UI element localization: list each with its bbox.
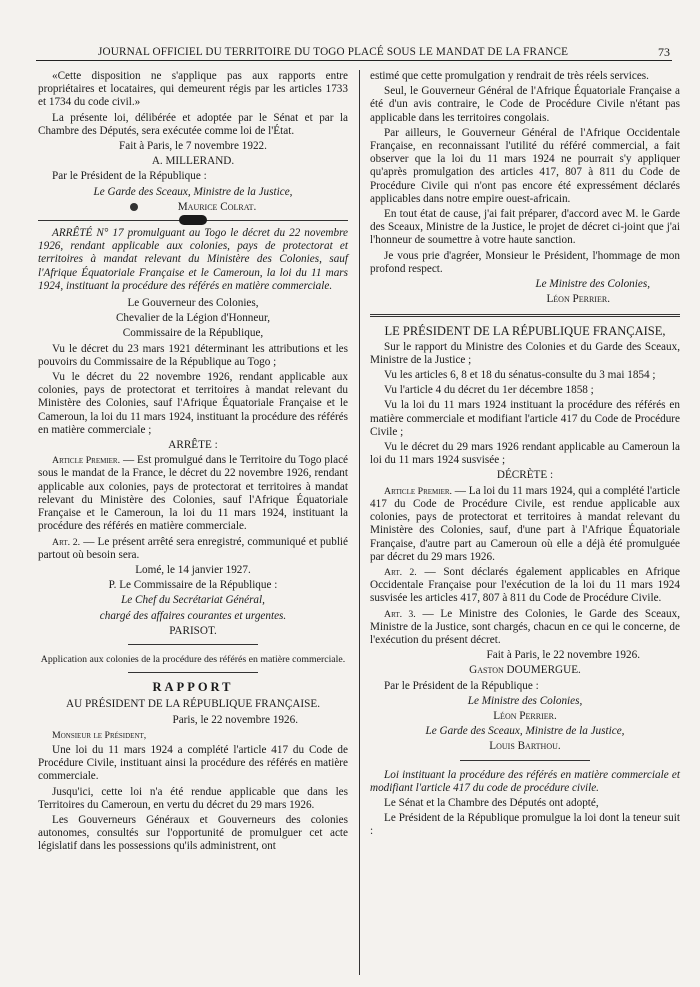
paragraph: Les Gouverneurs Généraux et Gouverneurs des colonies autonomes, consultés sur l'opportunité de promulguer cet acte législatif dans les possessions qu'ils administrent, ont: [38, 813, 348, 853]
divider: [128, 672, 258, 673]
signature-name: Maurice Colrat.: [38, 201, 348, 214]
signature-name: Léon Perrier.: [493, 709, 557, 722]
paragraph: Vu l'article 4 du décret du 1er décembre 1858 ;: [384, 384, 594, 397]
signature-title: Le Garde des Sceaux, Ministre de la Justice,: [425, 725, 625, 738]
president-heading: LE PRÉSIDENT DE LA RÉPUBLIQUE FRANÇAISE,: [384, 324, 666, 339]
paragraph: En tout état de cause, j'ai fait préparer, d'accord avec M. le Garde des Sceaux, Ministre de la Justice, le projet de décret ci-joint que j'ai l'honneur de soumettre à votre haute sanction.: [370, 208, 680, 247]
signature-name: PARISOT.: [169, 624, 217, 637]
divider: [460, 760, 590, 761]
article: Article Premier. — La loi du 11 mars 1924, qui a complété l'article 417 du Code de Procédure Civile, est rendue applicable aux colonies, pays de protectorat et territoires à mandat relevant du Ministère des Colonies, sauf, d'une part à l'Afrique Équatoriale Française, d'autre part au Cameroun où elle a déjà été promulguée par décret du 29 mars 1926.: [370, 484, 680, 563]
signature-name: Louis Barthou.: [489, 740, 561, 753]
rapport-subheading: AU PRÉSIDENT DE LA RÉPUBLIQUE FRANÇAISE.: [65, 698, 320, 711]
signature-name: Léon Perrier.: [546, 293, 610, 306]
article-label: Art. 2.: [52, 536, 81, 548]
article: Article Premier. — Est promulgué dans le Territoire du Togo placé sous le mandat de la France, le décret du 22 novembre 1926, rendant applicable aux colonies, pays de protectorat et territoires à mandat relevant du Ministère des Colonies, sauf l'Afrique Équatoriale Française et le Cameroun, la loi du 11 mars 1924, instituant la procédure des référés en matière commerciale.: [38, 454, 349, 533]
right-column: [370, 70, 680, 841]
paragraph: Le Sénat et la Chambre des Députés ont adopté,: [384, 796, 599, 809]
section-label: DÉCRÈTE :: [496, 469, 554, 482]
left-column: [38, 70, 348, 856]
paragraph: La présente loi, délibérée et adoptée par le Sénat et par la Chambre des Députés, sera exécutée comme loi de l'État.: [38, 111, 348, 137]
loi-heading: Loi instituant la procédure des référés en matière commerciale et modifiant l'article 417 du code de procédure civile.: [370, 768, 680, 794]
article-label: Article Premier.: [384, 485, 452, 497]
journal-title: JOURNAL OFFICIEL DU TERRITOIRE DU TOGO PLACÉ SOUS LE MANDAT DE LA FRANCE: [98, 46, 569, 58]
paragraph: Vu les articles 6, 8 et 18 du sénatus-consulte du 3 mai 1854 ;: [384, 369, 656, 382]
paragraph: Par ailleurs, le Gouverneur Général de l'Afrique Occidentale Française, en reconnaissant l'utilité du référé commercial, a fait observer que la loi du 11 mars 1924 ne pourrait s'y appliquer qu'après promulgation des articles 417, 807 à 811 du Code de Procédure Civile qui n'ont pas encore été expressément déclarés applicables dans notre empire ouest-africain.: [370, 126, 680, 205]
paragraph: Vu le décret du 23 mars 1921 déterminant les attributions et les pouvoirs du Commissaire de la République au Togo ;: [38, 342, 348, 368]
signature-name: A. MILLERAND.: [151, 155, 235, 168]
paragraph: «Cette disposition ne s'applique pas aux rapports entre propriétaires et locataires, qui demeurent régis par les articles 1733 et 1734 du code civil.»: [38, 70, 348, 109]
signature-date: Fait à Paris, le 7 novembre 1922.: [119, 140, 267, 153]
official-title: Le Chef du Secrétariat Général,: [121, 594, 265, 607]
signature-name: Gaston DOUMERGUE.: [469, 664, 581, 677]
rapport-heading: RAPPORT: [152, 680, 234, 695]
article: Art. 3. — Le Ministre des Colonies, le Garde des Sceaux, Ministre de la Justice, sont chargés, chacun en ce qui le concerne, de l'exécution du présent décret.: [370, 607, 680, 646]
article: Art. 2. — Sont déclarés également applicables en Afrique Occidentale Française pour l'exécution de la loi du 11 mars 1924 susvisée les articles 417, 807 à 811 du Code de Procédure Civile.: [370, 565, 680, 605]
paragraph: Vu le décret du 22 novembre 1926, rendant applicable aux colonies, pays de protectorat et territoires à mandat relevant du Ministère des Colonies, sauf l'Afrique Équatoriale Française et le Cameroun, la loi du 11 mars 1924, instituant la procédure des référés en matière commerciale ;: [38, 371, 348, 436]
page-header: [36, 40, 672, 61]
paragraph: Par le Président de la République :: [384, 679, 539, 692]
article-label: Art. 3.: [384, 608, 416, 620]
salutation: Monsieur le Président,: [52, 729, 147, 741]
article-label: Art. 2.: [384, 566, 417, 578]
double-rule: [370, 314, 680, 317]
date-line: Paris, le 22 novembre 1926.: [172, 713, 298, 726]
column-divider: [359, 70, 360, 975]
official-title: Chevalier de la Légion d'Honneur,: [115, 312, 271, 325]
paragraph: Par le Président de la République :: [52, 170, 207, 183]
article: Art. 2. — Le présent arrêté sera enregistré, communiqué et publié partout où besoin sera.: [38, 535, 348, 561]
signature-date: Fait à Paris, le 22 novembre 1926.: [486, 649, 640, 662]
official-title: Le Gouverneur des Colonies,: [127, 297, 259, 310]
application-heading: Application aux colonies de la procédure des référés en matière commerciale.: [40, 653, 346, 665]
article-label: Article Premier.: [52, 455, 121, 467]
paragraph: Une loi du 11 mars 1924 a complété l'article 417 du Code de Procédure Civile, instituant ainsi la procédure des référés en matière commerciale.: [38, 743, 348, 783]
paragraph: Sur le rapport du Ministre des Colonies et du Garde des Sceaux, Ministre de la Justice ;: [370, 340, 680, 366]
signature-date: Lomé, le 14 janvier 1927.: [135, 563, 251, 576]
signature-title: Le Ministre des Colonies,: [467, 694, 583, 707]
ornament-icon: [179, 215, 207, 225]
paragraph: Je vous prie d'agréer, Monsieur le Président, l'hommage de mon profond respect.: [370, 249, 680, 275]
paragraph: Jusqu'ici, cette loi n'a été rendue applicable que dans les Territoires du Cameroun, en vertu du décret du 29 mars 1926.: [38, 785, 348, 811]
seal-icon: [130, 203, 138, 211]
section-label: ARRÊTE :: [168, 439, 218, 452]
divider: [128, 644, 258, 645]
page-number: 73: [658, 45, 670, 59]
signature-title: Le Garde des Sceaux, Ministre de la Justice,: [93, 185, 293, 198]
paragraph: Vu la loi du 11 mars 1924 instituant la procédure des référés en matière commerciale et modifiant l'article 417 du Code de Procédure Civile ;: [370, 399, 680, 438]
signature-title: Le Ministre des Colonies,: [535, 278, 650, 291]
official-title: P. Le Commissaire de la République :: [108, 579, 278, 592]
paragraph: Vu le décret du 29 mars 1926 rendant applicable au Cameroun la loi du 11 mars 1924 susvisée ;: [370, 441, 680, 467]
ornament-divider: [38, 220, 348, 221]
paragraph: Le Président de la République promulgue la loi dont la teneur suit :: [370, 812, 680, 838]
paragraph: Seul, le Gouverneur Général de l'Afrique Équatoriale Française a été d'un avis contraire, le Code de Procédure Civile n'étant pas applicable dans les territoires congolais.: [370, 85, 680, 124]
official-title: chargé des affaires courantes et urgentes.: [99, 609, 287, 622]
official-title: Commissaire de la République,: [122, 327, 264, 340]
arrete-heading: ARRÊTÉ N° 17 promulguant au Togo le décret du 22 novembre 1926, rendant applicable aux colonies, pays de protectorat et territoires à mandat relevant du Ministère des Colonies, sauf l'Afrique Équatoriale Française et le Cameroun, la loi du 11 mars 1924, instituant la procédure des référés en matière commerciale.: [38, 227, 348, 292]
paragraph: estimé que cette promulgation y rendrait de très réels services.: [370, 70, 649, 82]
